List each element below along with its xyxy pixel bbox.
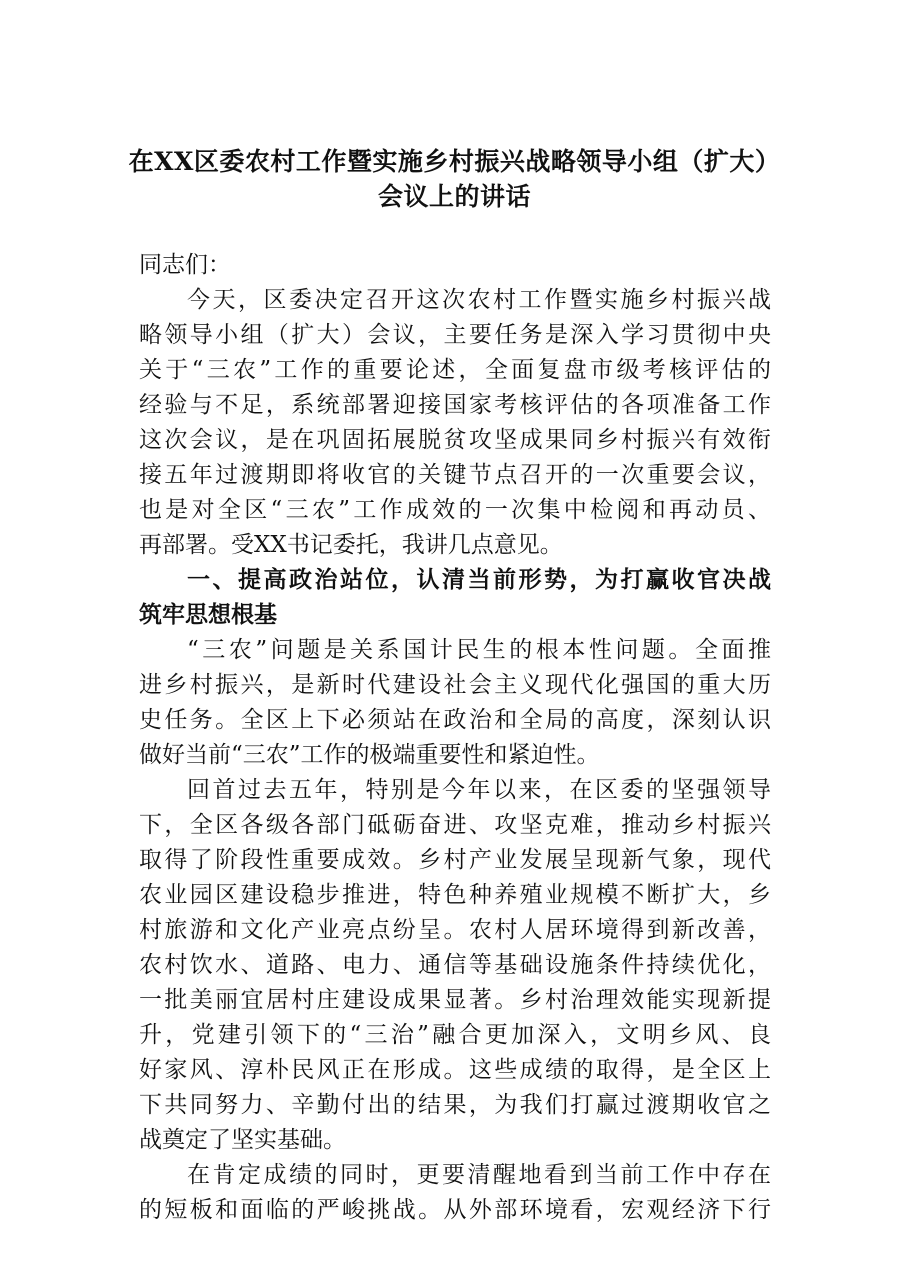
paragraph-line: 略领导小组（扩大）会议，主要任务是深入学习贯彻中央	[139, 322, 771, 348]
paragraph-line: 一批美丽宜居村庄建设成果显著。乡村治理效能实现新提	[139, 987, 771, 1013]
paragraph-line: 也是对全区“三农”工作成效的一次集中检阅和再动员、	[139, 497, 771, 523]
paragraph-line: 农村饮水、道路、电力、通信等基础设施条件持续优化，	[139, 952, 771, 978]
paragraph-line: 再部署。受XX书记委托，我讲几点意见。	[139, 532, 563, 558]
paragraph-line: 下共同努力、辛勤付出的结果，为我们打赢过渡期收官之	[139, 1092, 771, 1118]
paragraph-line: 升，党建引领下的“三治”融合更加深入，文明乡风、良	[139, 1022, 771, 1048]
document-title-line1: 在XX区委农村工作暨实施乡村振兴战略领导小组（扩大）	[128, 147, 781, 176]
section-heading: 筑牢思想根基	[139, 602, 277, 628]
paragraph-line: 取得了阶段性重要成效。乡村产业发展呈现新气象，现代	[139, 847, 771, 873]
paragraph-line: 经验与不足，系统部署迎接国家考核评估的各项准备工作	[139, 392, 771, 418]
salutation: 同志们：	[139, 252, 231, 278]
paragraph-line: “三农”问题是关系国计民生的根本性问题。全面推	[187, 637, 771, 663]
paragraph-line: 在肯定成绩的同时，更要清醒地看到当前工作中存在	[187, 1162, 771, 1188]
paragraph-line: 这次会议，是在巩固拓展脱贫攻坚成果同乡村振兴有效衔	[139, 427, 771, 453]
paragraph-line: 今天，区委决定召开这次农村工作暨实施乡村振兴战	[187, 287, 771, 313]
paragraph-line: 好家风、淳朴民风正在形成。这些成绩的取得，是全区上	[139, 1057, 771, 1083]
paragraph-line: 的短板和面临的严峻挑战。从外部环境看，宏观经济下行	[139, 1197, 771, 1223]
paragraph-line: 接五年过渡期即将收官的关键节点召开的一次重要会议，	[139, 462, 771, 488]
paragraph-line: 关于“三农”工作的重要论述，全面复盘市级考核评估的	[139, 357, 771, 383]
paragraph-line: 下，全区各级各部门砥砺奋进、攻坚克难，推动乡村振兴	[139, 812, 771, 838]
paragraph-line: 村旅游和文化产业亮点纷呈。农村人居环境得到新改善，	[139, 917, 771, 943]
paragraph-line: 做好当前“三农”工作的极端重要性和紧迫性。	[139, 742, 600, 768]
section-heading: 一、提高政治站位，认清当前形势，为打赢收官决战	[187, 567, 771, 593]
paragraph-line: 战奠定了坚实基础。	[139, 1127, 346, 1153]
paragraph-line: 史任务。全区上下必须站在政治和全局的高度，深刻认识	[139, 707, 771, 733]
paragraph-line: 回首过去五年，特别是今年以来，在区委的坚强领导	[187, 777, 771, 803]
paragraph-line: 进乡村振兴，是新时代建设社会主义现代化强国的重大历	[139, 672, 771, 698]
paragraph-line: 农业园区建设稳步推进，特色种养殖业规模不断扩大，乡	[139, 882, 771, 908]
document-title-line2: 会议上的讲话	[377, 182, 531, 211]
